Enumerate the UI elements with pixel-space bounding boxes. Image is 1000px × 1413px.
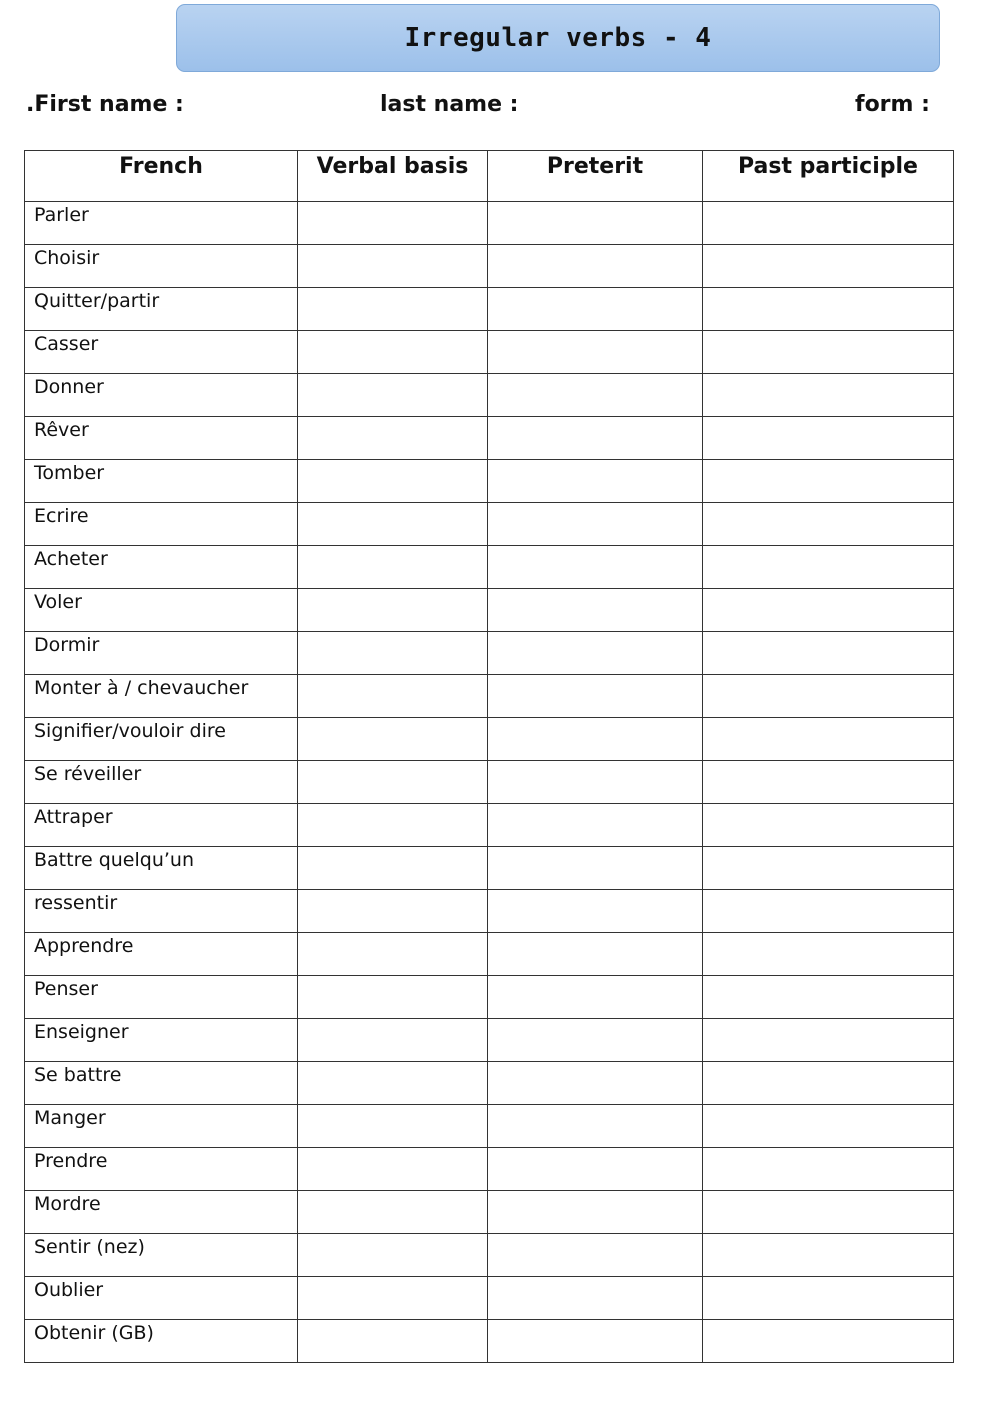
past-participle-cell[interactable] xyxy=(703,890,954,933)
past-participle-cell[interactable] xyxy=(703,804,954,847)
table-row xyxy=(25,288,954,331)
past-participle-cell[interactable] xyxy=(703,933,954,976)
french-verb-cell: Oublier xyxy=(25,1277,298,1320)
french-verb-cell: Choisir xyxy=(25,245,298,288)
french-verb-cell: Casser xyxy=(25,331,298,374)
preterit-cell[interactable] xyxy=(488,202,703,245)
past-participle-cell[interactable] xyxy=(703,589,954,632)
french-verb-cell: Se réveiller xyxy=(25,761,298,804)
french-verb-cell: Dormir xyxy=(25,632,298,675)
verbal-basis-cell[interactable] xyxy=(298,890,488,933)
preterit-cell[interactable] xyxy=(488,460,703,503)
french-verb-cell: Prendre xyxy=(25,1148,298,1191)
verbal-basis-cell[interactable] xyxy=(298,718,488,761)
verbs-table xyxy=(24,150,954,1363)
preterit-cell[interactable] xyxy=(488,804,703,847)
table-row xyxy=(25,847,954,890)
verbal-basis-cell[interactable] xyxy=(298,245,488,288)
verbal-basis-cell[interactable] xyxy=(298,503,488,546)
past-participle-cell[interactable] xyxy=(703,1019,954,1062)
verbal-basis-cell[interactable] xyxy=(298,546,488,589)
table-row xyxy=(25,761,954,804)
verbal-basis-cell[interactable] xyxy=(298,933,488,976)
preterit-cell[interactable] xyxy=(488,761,703,804)
preterit-cell[interactable] xyxy=(488,245,703,288)
past-participle-cell[interactable] xyxy=(703,761,954,804)
table-row xyxy=(25,331,954,374)
table-row xyxy=(25,1062,954,1105)
verbal-basis-cell[interactable] xyxy=(298,675,488,718)
french-verb-cell: Se battre xyxy=(25,1062,298,1105)
french-verb-cell: Tomber xyxy=(25,460,298,503)
past-participle-cell[interactable] xyxy=(703,632,954,675)
past-participle-cell[interactable] xyxy=(703,1320,954,1363)
table-row xyxy=(25,675,954,718)
verbal-basis-cell[interactable] xyxy=(298,1105,488,1148)
french-verb-cell: Obtenir (GB) xyxy=(25,1320,298,1363)
preterit-cell[interactable] xyxy=(488,331,703,374)
preterit-cell[interactable] xyxy=(488,1148,703,1191)
preterit-cell[interactable] xyxy=(488,1234,703,1277)
preterit-cell[interactable] xyxy=(488,288,703,331)
title-banner xyxy=(176,4,940,72)
table-row xyxy=(25,718,954,761)
first-name-label: .First name : xyxy=(26,92,184,117)
preterit-cell[interactable] xyxy=(488,976,703,1019)
preterit-cell[interactable] xyxy=(488,675,703,718)
table-row xyxy=(25,1277,954,1320)
table-row xyxy=(25,503,954,546)
past-participle-cell[interactable] xyxy=(703,546,954,589)
table-row xyxy=(25,1148,954,1191)
past-participle-cell[interactable] xyxy=(703,288,954,331)
preterit-cell[interactable] xyxy=(488,933,703,976)
table-row xyxy=(25,374,954,417)
past-participle-cell[interactable] xyxy=(703,417,954,460)
preterit-cell[interactable] xyxy=(488,1105,703,1148)
french-verb-cell: Parler xyxy=(25,202,298,245)
verbal-basis-cell[interactable] xyxy=(298,331,488,374)
verbal-basis-cell[interactable] xyxy=(298,374,488,417)
table-row xyxy=(25,546,954,589)
form-label: form : xyxy=(855,92,930,117)
past-participle-cell[interactable] xyxy=(703,847,954,890)
table-row xyxy=(25,1105,954,1148)
verbal-basis-cell[interactable] xyxy=(298,1062,488,1105)
table-row xyxy=(25,890,954,933)
french-verb-cell: ressentir xyxy=(25,890,298,933)
verbal-basis-cell[interactable] xyxy=(298,460,488,503)
table-row xyxy=(25,202,954,245)
preterit-cell[interactable] xyxy=(488,546,703,589)
past-participle-cell[interactable] xyxy=(703,718,954,761)
header-verbal-basis: Verbal basis xyxy=(298,151,488,202)
preterit-cell[interactable] xyxy=(488,890,703,933)
table-row xyxy=(25,933,954,976)
table-row xyxy=(25,632,954,675)
verbal-basis-cell[interactable] xyxy=(298,1019,488,1062)
past-participle-cell[interactable] xyxy=(703,1191,954,1234)
header-past-participle: Past participle xyxy=(703,151,954,202)
past-participle-cell[interactable] xyxy=(703,1234,954,1277)
verbal-basis-cell[interactable] xyxy=(298,761,488,804)
french-verb-cell: Signifier/vouloir dire xyxy=(25,718,298,761)
last-name-label: last name : xyxy=(380,92,519,117)
french-verb-cell: Ecrire xyxy=(25,503,298,546)
past-participle-cell[interactable] xyxy=(703,976,954,1019)
table-row xyxy=(25,245,954,288)
preterit-cell[interactable] xyxy=(488,1320,703,1363)
preterit-cell[interactable] xyxy=(488,374,703,417)
preterit-cell[interactable] xyxy=(488,589,703,632)
header-french: French xyxy=(25,151,298,202)
verbal-basis-cell[interactable] xyxy=(298,589,488,632)
french-verb-cell: Enseigner xyxy=(25,1019,298,1062)
header-preterit: Preterit xyxy=(488,151,703,202)
french-verb-cell: Penser xyxy=(25,976,298,1019)
table-row xyxy=(25,1019,954,1062)
past-participle-cell[interactable] xyxy=(703,675,954,718)
table-row xyxy=(25,1320,954,1363)
past-participle-cell[interactable] xyxy=(703,503,954,546)
preterit-cell[interactable] xyxy=(488,847,703,890)
french-verb-cell: Quitter/partir xyxy=(25,288,298,331)
french-verb-cell: Donner xyxy=(25,374,298,417)
french-verb-cell: Battre quelqu’un xyxy=(25,847,298,890)
french-verb-cell: Voler xyxy=(25,589,298,632)
verbal-basis-cell[interactable] xyxy=(298,1277,488,1320)
verbal-basis-cell[interactable] xyxy=(298,1148,488,1191)
table-row xyxy=(25,1191,954,1234)
french-verb-cell: Attraper xyxy=(25,804,298,847)
verbal-basis-cell[interactable] xyxy=(298,1234,488,1277)
table-row xyxy=(25,460,954,503)
past-participle-cell[interactable] xyxy=(703,331,954,374)
past-participle-cell[interactable] xyxy=(703,202,954,245)
past-participle-cell[interactable] xyxy=(703,1277,954,1320)
table-row xyxy=(25,976,954,1019)
preterit-cell[interactable] xyxy=(488,1277,703,1320)
table-row xyxy=(25,1234,954,1277)
preterit-cell[interactable] xyxy=(488,417,703,460)
past-participle-cell[interactable] xyxy=(703,1148,954,1191)
preterit-cell[interactable] xyxy=(488,1191,703,1234)
preterit-cell[interactable] xyxy=(488,1062,703,1105)
past-participle-cell[interactable] xyxy=(703,1062,954,1105)
table-row xyxy=(25,417,954,460)
french-verb-cell: Monter à / chevaucher xyxy=(25,675,298,718)
table-body xyxy=(25,202,954,1363)
past-participle-cell[interactable] xyxy=(703,460,954,503)
table-header-row xyxy=(25,151,954,202)
french-verb-cell: Sentir (nez) xyxy=(25,1234,298,1277)
preterit-cell[interactable] xyxy=(488,632,703,675)
french-verb-cell: Rêver xyxy=(25,417,298,460)
verbal-basis-cell[interactable] xyxy=(298,417,488,460)
preterit-cell[interactable] xyxy=(488,718,703,761)
page-title: Irregular verbs - 4 xyxy=(404,23,712,53)
french-verb-cell: Mordre xyxy=(25,1191,298,1234)
preterit-cell[interactable] xyxy=(488,1019,703,1062)
french-verb-cell: Acheter xyxy=(25,546,298,589)
past-participle-cell[interactable] xyxy=(703,245,954,288)
verbal-basis-cell[interactable] xyxy=(298,804,488,847)
table-row xyxy=(25,589,954,632)
past-participle-cell[interactable] xyxy=(703,1105,954,1148)
french-verb-cell: Apprendre xyxy=(25,933,298,976)
verbal-basis-cell[interactable] xyxy=(298,847,488,890)
verbal-basis-cell[interactable] xyxy=(298,1320,488,1363)
table-row xyxy=(25,804,954,847)
verbal-basis-cell[interactable] xyxy=(298,1191,488,1234)
past-participle-cell[interactable] xyxy=(703,374,954,417)
verbal-basis-cell[interactable] xyxy=(298,632,488,675)
verbal-basis-cell[interactable] xyxy=(298,976,488,1019)
preterit-cell[interactable] xyxy=(488,503,703,546)
verbal-basis-cell[interactable] xyxy=(298,288,488,331)
verbal-basis-cell[interactable] xyxy=(298,202,488,245)
french-verb-cell: Manger xyxy=(25,1105,298,1148)
